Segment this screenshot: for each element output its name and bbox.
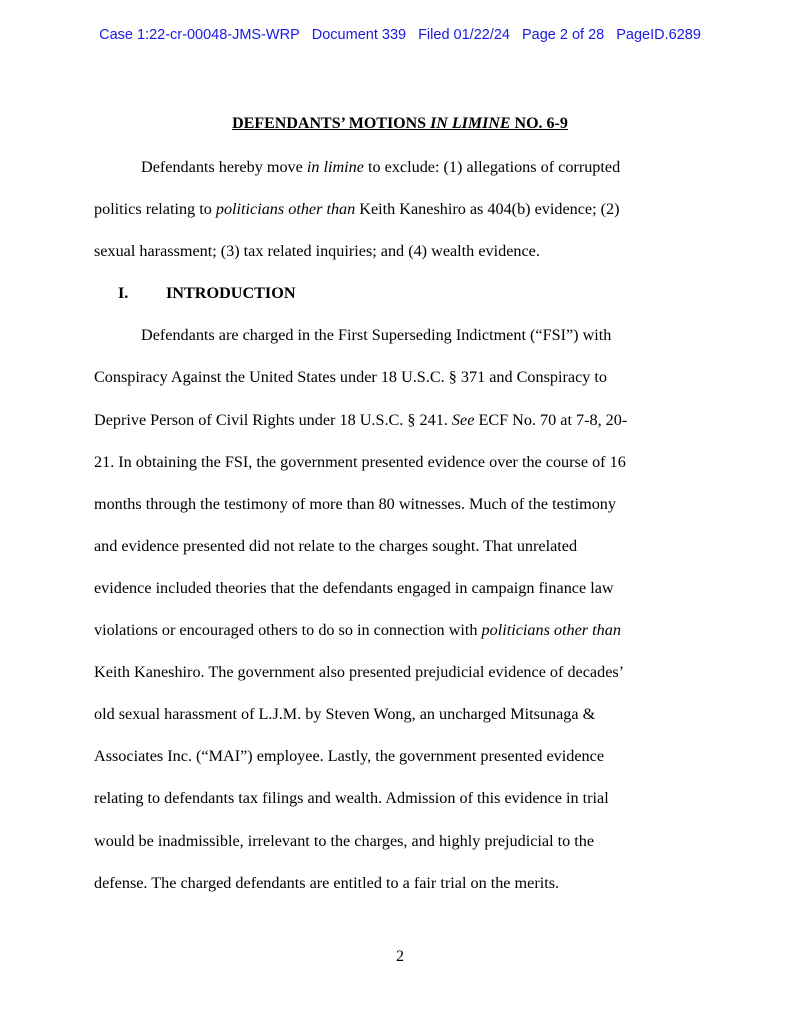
case-number: Case 1:22-cr-00048-JMS-WRP: [99, 27, 300, 43]
text: to exclude: (1) allegations of corrupted: [363, 158, 621, 176]
text-line: Keith Kaneshiro. The government also presented prejudicial evidence of decades’: [94, 663, 625, 682]
text-line: months through the testimony of more than 80 witnesses. Much of the testimony: [94, 494, 616, 513]
text-line: [94, 157, 706, 199]
text-line: [94, 410, 706, 452]
italic-text: in limine: [306, 158, 364, 176]
text-line: 21. In obtaining the FSI, the government presented evidence over the course of 16: [94, 452, 626, 471]
text: politics relating to: [94, 200, 216, 219]
section-title: INTRODUCTION: [166, 284, 296, 303]
page-count: Page 2 of 28: [521, 27, 605, 43]
intro-paragraph: [94, 157, 706, 915]
text-line: [94, 199, 706, 241]
text-line: and evidence presented did not relate to the charges sought. That unrelated: [94, 536, 578, 555]
text: ECF No. 70 at 7-8, 20-: [474, 410, 628, 429]
filed-date: Filed 01/22/24: [418, 27, 510, 43]
title-italic-text: IN LIMINE: [430, 115, 511, 132]
court-filing-header: [0, 27, 800, 43]
title-text: DEFENDANTS’ MOTIONS: [232, 115, 431, 132]
section-heading: [94, 283, 706, 325]
document-title: [0, 115, 800, 133]
text-line: Associates Inc. (“MAI”) employee. Lastly, the government presented evidence: [94, 747, 605, 766]
italic-text: politicians other than: [215, 200, 356, 219]
text-line: evidence included theories that the defendants engaged in campaign finance law: [94, 578, 614, 597]
text-line: sexual harassment; (3) tax related inquiries; and (4) wealth evidence.: [94, 242, 540, 261]
page-id: PageID.6289: [616, 27, 701, 43]
italic-text: See: [451, 410, 475, 429]
text-line: [94, 620, 706, 662]
text: Defendants hereby move: [141, 158, 307, 176]
section-number: I.: [118, 284, 129, 303]
text-line: defense. The charged defendants are entitled to a fair trial on the merits.: [94, 873, 560, 892]
document-number: Document 339: [311, 27, 407, 43]
text-line: Defendants are charged in the First Superseding Indictment (“FSI”) with: [141, 326, 612, 345]
text-line: old sexual harassment of L.J.M. by Steven Wong, an uncharged Mitsunaga &: [94, 705, 596, 724]
italic-text: politicians other than: [481, 621, 621, 640]
text: violations or encouraged others to do so in connection with: [94, 621, 482, 640]
text: Keith Kaneshiro as 404(b) evidence; (2): [355, 200, 620, 219]
page-number: 2: [396, 948, 404, 965]
title-text-end: NO. 6-9: [510, 115, 568, 132]
text-line: relating to defendants tax filings and wealth. Admission of this evidence in trial: [94, 789, 609, 808]
text-line: would be inadmissible, irrelevant to the charges, and highly prejudicial to the: [94, 831, 595, 850]
text: Deprive Person of Civil Rights under 18 U.S.C. § 241.: [94, 410, 452, 429]
text-line: Conspiracy Against the United States under 18 U.S.C. § 371 and Conspiracy to: [94, 368, 607, 387]
